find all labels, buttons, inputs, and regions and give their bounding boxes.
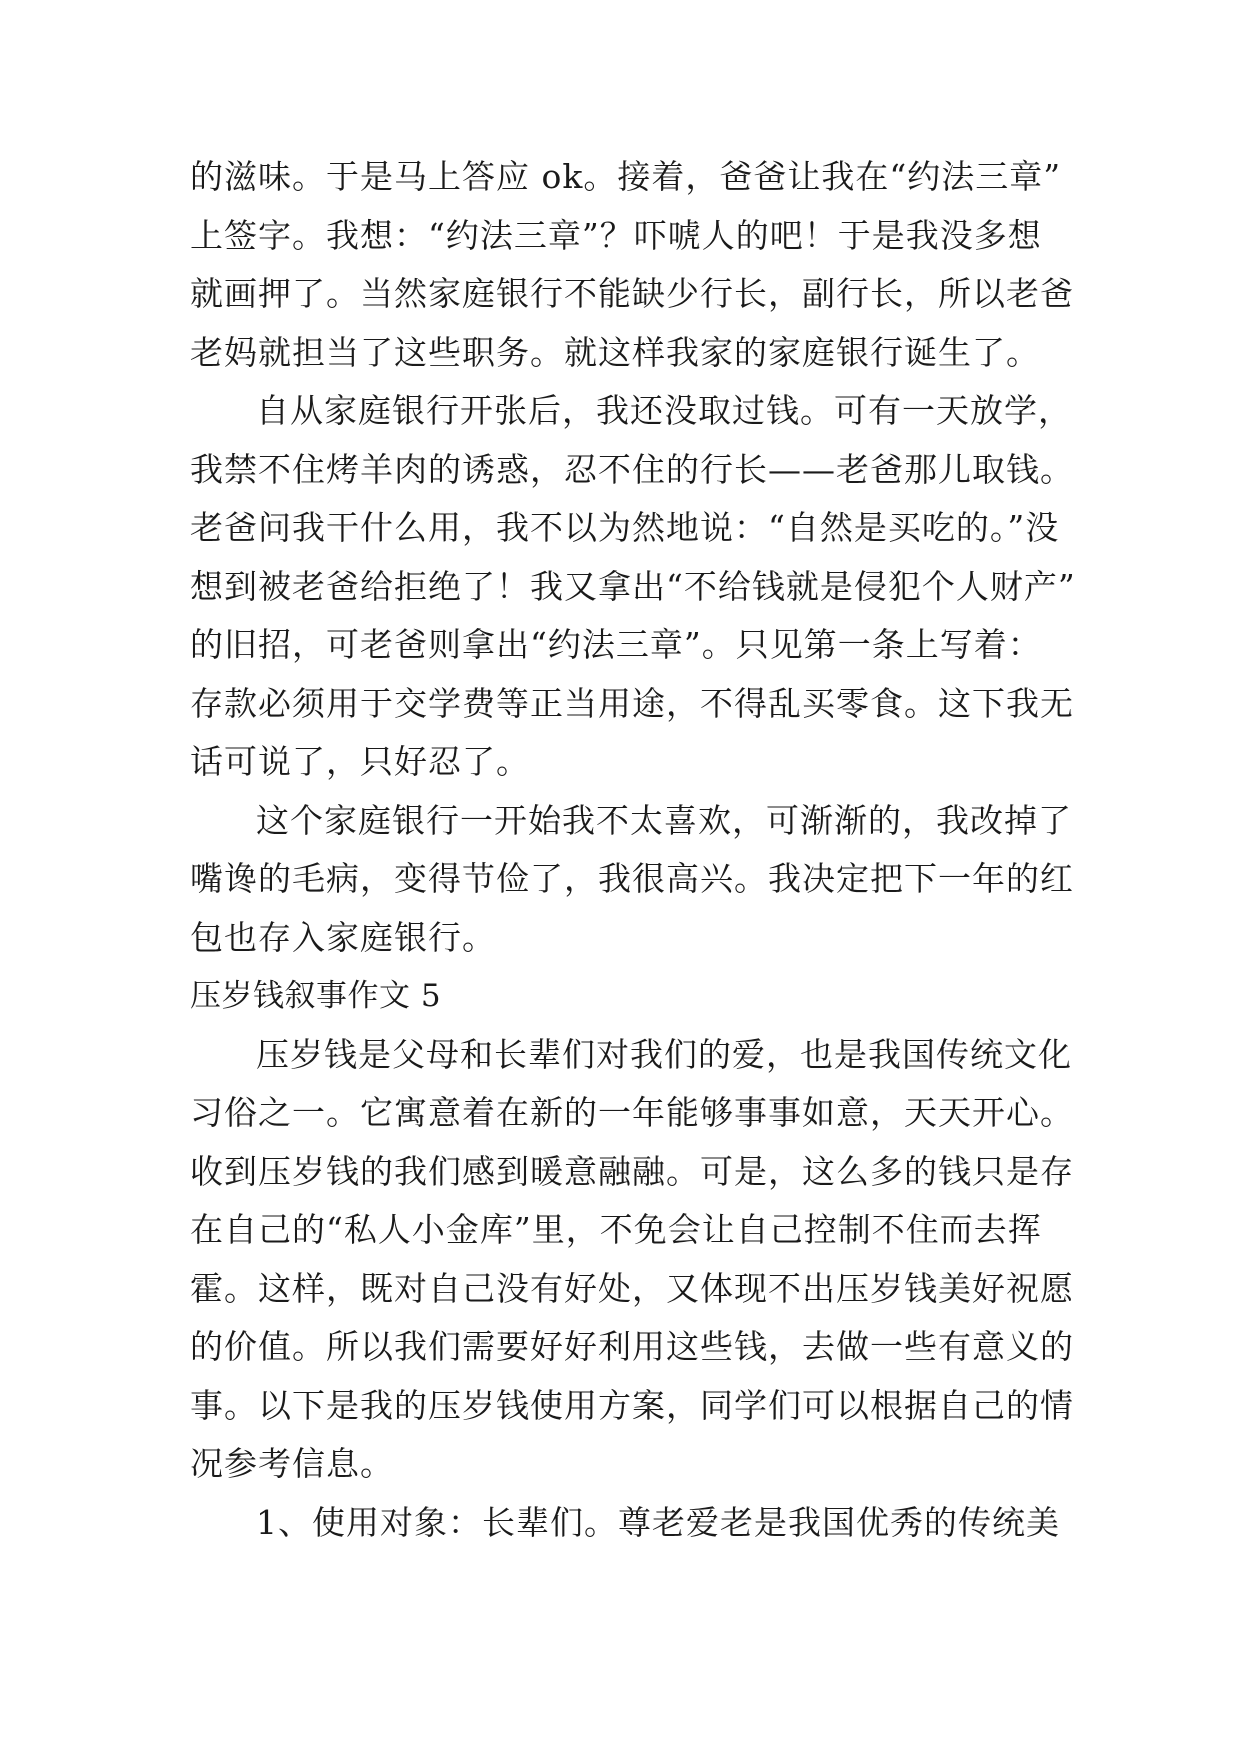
text-line: 压岁钱是父母和长辈们对我们的爱，也是我国传统文化 xyxy=(256,1034,1072,1074)
text-line: 这个家庭银行一开始我不太喜欢，可渐渐的，我改掉了 xyxy=(256,800,1072,840)
paragraph xyxy=(190,792,1074,968)
text-line: 在自己的“私人小金库”里，不免会让自己控制不住而去挥 xyxy=(190,1210,1042,1249)
text-line: 我禁不住烤羊肉的诱惑，忍不住的行长——老爸那儿取钱。 xyxy=(190,449,1074,489)
text-line: 霍。这样，既对自己没有好处，又体现不出压岁钱美好祝愿 xyxy=(190,1268,1074,1308)
text-line: 想到被老爸给拒绝了！我又拿出“不给钱就是侵犯个人财产” xyxy=(190,566,1076,606)
text-line: 话可说了，只好忍了。 xyxy=(190,742,530,781)
text-line: 的价值。所以我们需要好好利用这些钱，去做一些有意义的 xyxy=(190,1327,1074,1366)
text-line: 况参考信息。 xyxy=(190,1444,394,1483)
text-line: 1、使用对象：长辈们。尊老爱老是我国优秀的传统美 xyxy=(256,1502,1060,1542)
heading-line: 压岁钱叙事作文 5 xyxy=(190,978,442,1014)
section-heading xyxy=(190,967,1060,1026)
text-line: 习俗之一。它寓意着在新的一年能够事事如意，天天开心。 xyxy=(190,1093,1074,1132)
text-line: 就画押了。当然家庭银行不能缺少行长，副行长，所以老爸 xyxy=(190,274,1074,313)
paragraph xyxy=(190,148,1074,382)
text-line: 老妈就担当了这些职务。就这样我家的家庭银行诞生了。 xyxy=(190,332,1040,372)
text-line: 包也存入家庭银行。 xyxy=(190,917,496,957)
text-line: 存款必须用于交学费等正当用途，不得乱买零食。这下我无 xyxy=(190,683,1074,723)
text-line: 收到压岁钱的我们感到暖意融融。可是，这么多的钱只是存 xyxy=(190,1151,1074,1191)
document-body xyxy=(190,148,1076,1552)
text-line: 老爸问我干什么用，我不以为然地说：“自然是买吃的。”没 xyxy=(190,508,1060,547)
paragraph xyxy=(190,1026,1074,1494)
text-line: 上签字。我想：“约法三章”？吓唬人的吧！于是我没多想 xyxy=(190,215,1042,255)
text-line: 自从家庭银行开张后，我还没取过钱。可有一天放学， xyxy=(256,391,1072,430)
text-line: 的滋味。于是马上答应 ok。接着，爸爸让我在“约法三章” xyxy=(190,157,1062,196)
text-line: 嘴谗的毛病，变得节俭了，我很高兴。我决定把下一年的红 xyxy=(190,859,1074,898)
text-line: 的旧招，可老爸则拿出“约法三章”。只见第一条上写着： xyxy=(190,625,1042,664)
text-line: 事。以下是我的压岁钱使用方案，同学们可以根据自己的情 xyxy=(190,1385,1074,1425)
paragraph xyxy=(190,1494,1060,1553)
paragraph xyxy=(190,382,1076,792)
